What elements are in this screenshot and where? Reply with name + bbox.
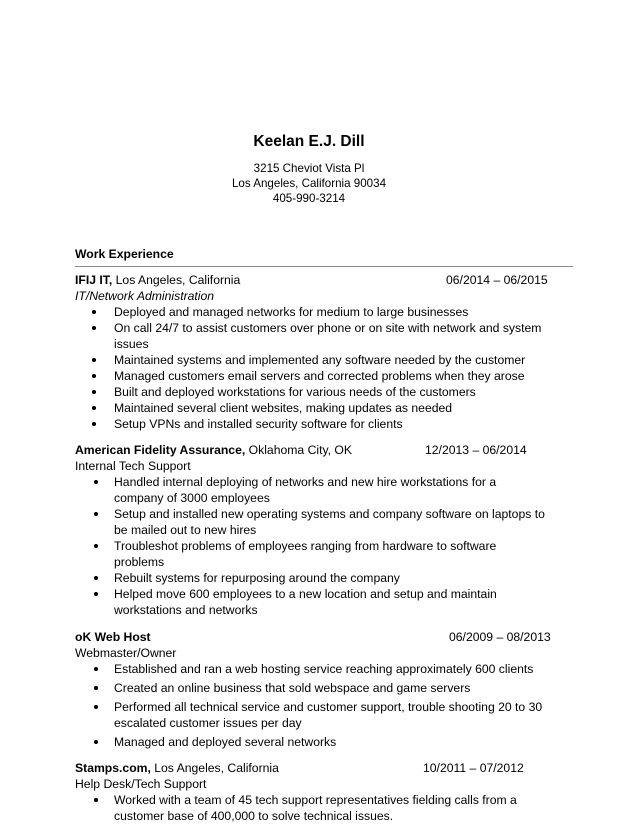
list-item [75,680,545,696]
bullet-text: Managed and deployed several networks [114,735,337,749]
job-bullets [75,474,545,618]
bullet-text: Worked with a team of 45 tech support representatives fielding calls from a customer base of 400,000 to solve technical issues. [114,793,517,823]
bullet-icon [92,310,96,314]
phone-number: 405-990-3214 [272,192,346,205]
bullet-text: Setup VPNs and installed security software for clients [114,417,403,431]
candidate-name: Keelan E.J. Dill [253,133,365,150]
list-item [75,416,575,432]
list-item [75,570,545,586]
bullet-icon [92,326,96,330]
bullet-icon [92,390,96,394]
list-item [75,506,545,538]
list-item [75,368,575,384]
bullet-icon [94,592,98,596]
bullet-text: Rebuilt systems for repurposing around the company [114,571,400,585]
bullet-text: Setup and installed new operating systems and company software on laptops to be mailed out to new hires [114,507,545,537]
bullet-icon [94,705,98,709]
bullet-text: Deployed and managed networks for medium to large businesses [114,305,469,319]
bullet-text: Helped move 600 employees to a new location and setup and maintain workstations and networks [114,587,497,617]
bullet-icon [94,480,98,484]
list-item [75,661,545,677]
list-item [75,734,545,750]
job-location: Los Angeles, California [150,761,279,775]
job-dates: 06/2009 – 08/2013 [449,630,551,644]
job-header [75,760,575,776]
bullet-icon [94,798,98,802]
bullet-text: Handled internal deploying of networks and new hire workstations for a company of 3000 employees [114,475,497,505]
street-address: 3215 Cheviot Vista Pl [253,162,365,175]
job-header [75,272,575,288]
company-name: IFIJ IT, [75,273,113,287]
bullet-text: Maintained several client websites, making updates as needed [114,401,453,415]
company-name: American Fidelity Assurance, [75,443,246,457]
bullet-text: Managed customers email servers and corrected problems when they arose [114,369,525,383]
bullet-icon [92,406,96,410]
list-item [75,474,545,506]
list-item [75,352,575,368]
resume-header [0,131,618,206]
bullet-text: Established and ran a web hosting service reaching approximately 600 clients [114,662,534,676]
job-role: Webmaster/Owner [75,646,177,660]
company-name: Stamps.com, [75,761,151,775]
job-dates: 10/2011 – 07/2012 [423,761,524,775]
list-item [75,400,575,416]
job-bullets [75,792,545,824]
job-bullets [75,661,545,750]
job-header [75,629,575,645]
bullet-icon [94,576,98,580]
job-header [75,442,575,458]
bullet-icon [94,512,98,516]
job-dates: 06/2014 – 06/2015 [446,273,548,287]
bullet-icon [92,358,96,362]
bullet-icon [94,667,98,671]
bullet-text: Troubleshot problems of employees ranging from hardware to software problems [114,539,497,569]
company-name: oK Web Host [75,630,151,644]
job-location: Oklahoma City, OK [245,443,353,457]
bullet-text: Created an online business that sold webspace and game servers [114,681,471,695]
city-state-zip: Los Angeles, California 90034 [231,177,387,190]
section-divider [75,266,573,267]
bullet-text: On call 24/7 to assist customers over phone or on site with network and system issues [114,321,542,351]
list-item [75,320,575,352]
job-entry [75,442,575,618]
bullet-text: Maintained systems and implemented any software needed by the customer [114,353,526,367]
job-dates: 12/2013 – 06/2014 [425,443,527,457]
job-role: IT/Network Administration [75,289,215,303]
bullet-icon [92,374,96,378]
bullet-icon [94,686,98,690]
job-entry [75,760,575,824]
job-entry [75,272,575,432]
bullet-icon [92,422,96,426]
list-item [75,384,575,400]
job-location: Los Angeles, California [112,273,241,287]
job-list [75,272,575,835]
bullet-icon [94,544,98,548]
section-title-work-experience: Work Experience [75,247,174,261]
list-item [75,304,575,320]
list-item [75,586,545,618]
job-bullets [75,304,575,432]
job-role: Internal Tech Support [75,459,191,473]
bullet-text: Built and deployed workstations for various needs of the customers [114,385,476,399]
list-item [75,538,545,570]
list-item [75,699,545,731]
job-role: Help Desk/Tech Support [75,777,207,791]
bullet-icon [94,740,98,744]
list-item [75,792,545,824]
job-entry [75,629,575,750]
bullet-text: Performed all technical service and customer support, trouble shooting 20 to 30 escalated customer issues per day [114,700,543,730]
